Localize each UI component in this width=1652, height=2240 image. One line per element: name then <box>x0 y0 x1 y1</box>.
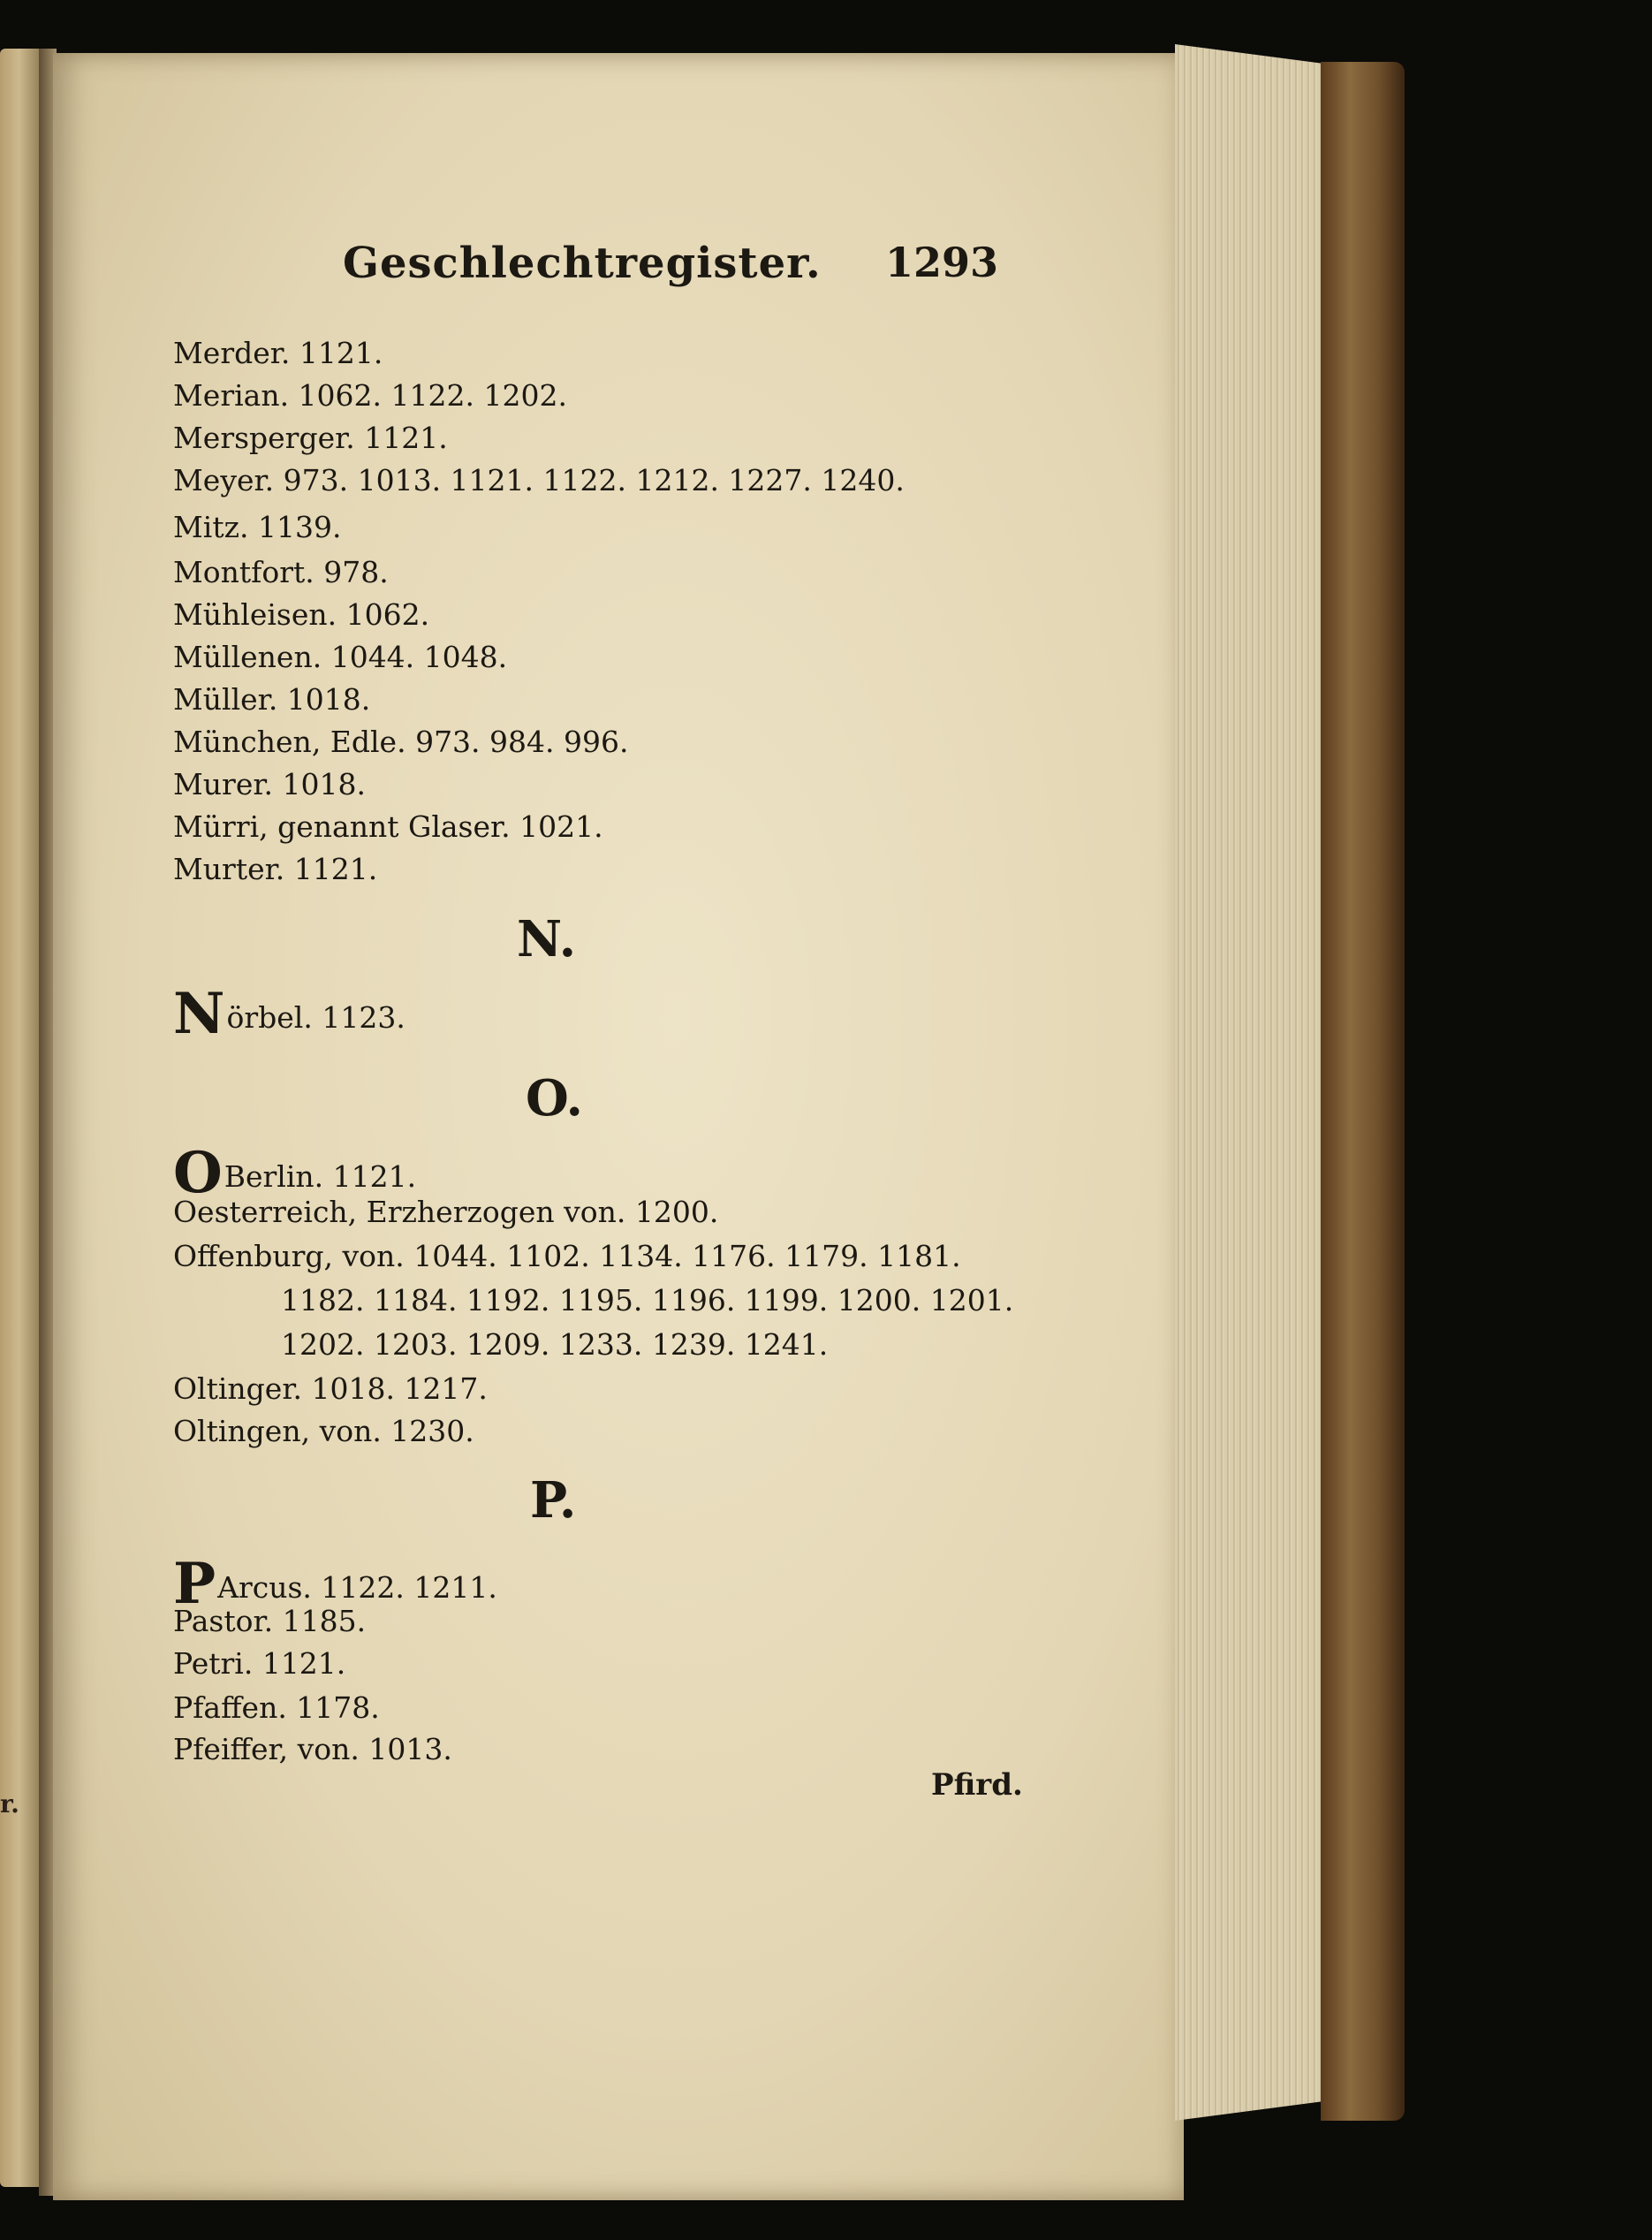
index-entry: München, Edle. 973. 984. 996. <box>173 725 629 759</box>
index-entry: Müller. 1018. <box>173 682 371 717</box>
index-entry: Petri. 1121. <box>173 1646 346 1681</box>
left-page-edge <box>0 49 42 2187</box>
index-entry: Merder. 1121. <box>173 336 383 370</box>
drop-initial: O <box>173 1140 223 1206</box>
left-page-fragment: r. <box>0 1789 19 1819</box>
index-entry-continuation: 1182. 1184. 1192. 1195. 1196. 1199. 1200. 1201. <box>281 1283 1014 1317</box>
index-entry: Montfort. 978. <box>173 555 389 589</box>
entry-text: örbel. 1123. <box>226 1000 405 1035</box>
index-entry: Pfaffen. 1178. <box>173 1690 380 1725</box>
index-entry: Oesterreich, Erzherzogen von. 1200. <box>173 1195 719 1229</box>
catchword: Pfird. <box>931 1767 1023 1803</box>
index-entry: Murter. 1121. <box>173 852 378 886</box>
index-entry: Oltingen, von. 1230. <box>173 1414 474 1448</box>
index-entry: Murer. 1018. <box>173 767 366 801</box>
index-entry: Mitz. 1139. <box>173 510 342 544</box>
index-entry: Pfeiffer, von. 1013. <box>173 1732 452 1766</box>
drop-initial: P <box>173 1551 216 1617</box>
page-block-edges <box>1175 44 1334 2121</box>
book-page <box>53 53 1184 2200</box>
page-number: 1293 <box>885 239 999 286</box>
section-letter-o: O. <box>526 1069 583 1128</box>
index-entry: Müllenen. 1044. 1048. <box>173 640 508 674</box>
book-cover-edge <box>1321 62 1405 2121</box>
index-entry: Mersperger. 1121. <box>173 421 448 455</box>
index-entry: Offenburg, von. 1044. 1102. 1134. 1176. 1179. 1181. <box>173 1239 961 1273</box>
running-header: Geschlechtregister. <box>343 239 822 288</box>
index-entry: Merian. 1062. 1122. 1202. <box>173 378 567 413</box>
section-letter-n: N. <box>517 910 577 968</box>
entry-text: Berlin. 1121. <box>224 1159 417 1194</box>
index-entry-continuation: 1202. 1203. 1209. 1233. 1239. 1241. <box>281 1327 829 1362</box>
index-entry: Mühleisen. 1062. <box>173 597 430 632</box>
drop-initial: N <box>173 981 225 1047</box>
section-letter-p: P. <box>530 1471 577 1530</box>
entry-text: Arcus. 1122. 1211. <box>217 1570 497 1605</box>
index-entry-first-n <box>173 981 405 1047</box>
index-entry: Meyer. 973. 1013. 1121. 1122. 1212. 1227. 1240. <box>173 463 905 497</box>
index-entry: Mürri, genannt Glaser. 1021. <box>173 809 603 844</box>
index-entry: Pastor. 1185. <box>173 1604 367 1638</box>
index-entry: Oltinger. 1018. 1217. <box>173 1371 488 1406</box>
